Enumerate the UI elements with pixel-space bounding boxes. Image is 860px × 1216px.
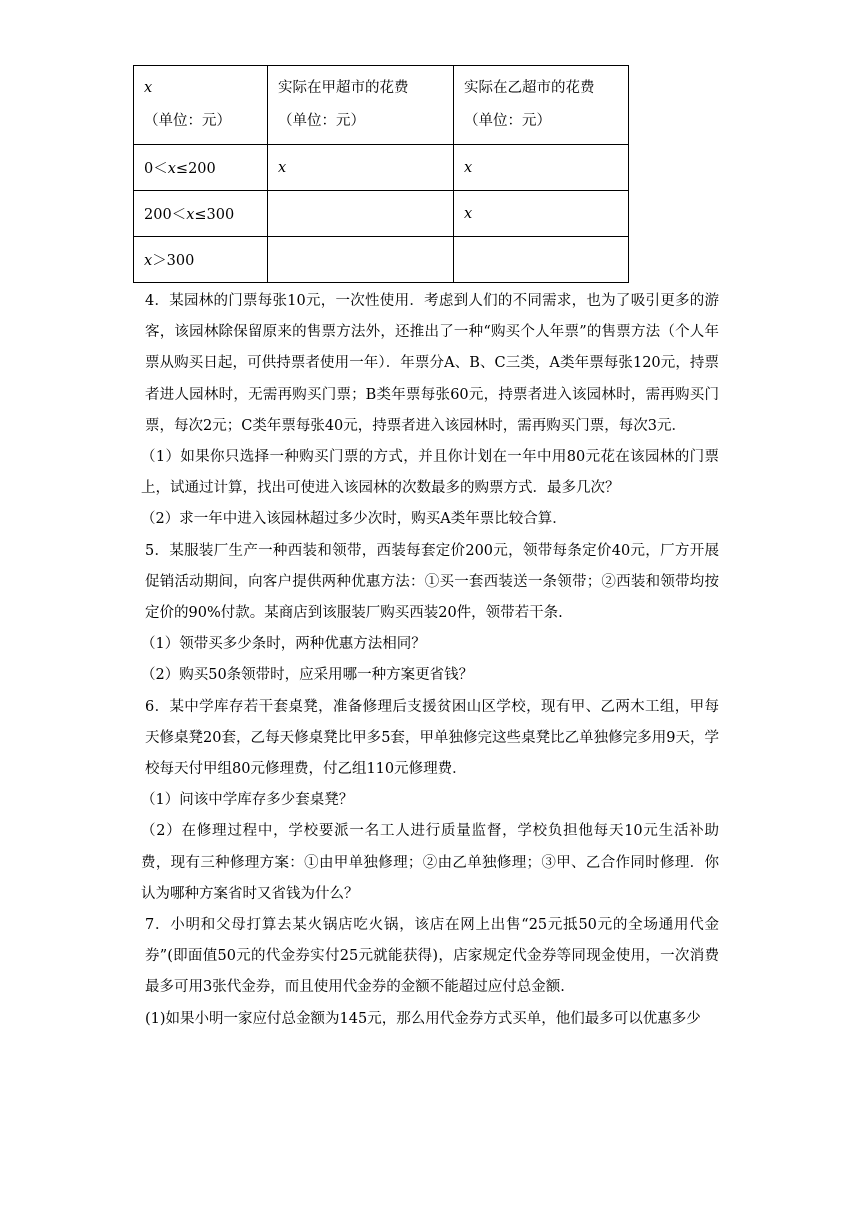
problem-5-part-1: （1）领带买多少条时，两种优惠方法相同？	[141, 636, 426, 653]
yi-cell: x	[454, 145, 629, 191]
yi-cell: x	[454, 191, 629, 237]
jia-cell	[268, 191, 454, 237]
header-cell-yi	[454, 66, 629, 145]
header-cell-x	[134, 66, 268, 145]
problem-6-part-2: （2）在修理过程中，学校要派一名工人进行质量监督，学校负担他每天10元生活补助费，现有三种修理方案：①由甲单独修理；②由乙单独修理；③甲、乙合作同时修理．你认为哪种方案省时又省钱为什么？	[141, 823, 719, 902]
table-row	[134, 191, 629, 237]
problem-7-part-1: (1)如果小明一家应付总金额为145元，那么用代金券方式买单，他们最多可以优惠多少	[145, 1010, 701, 1027]
problem-4: 4．某园林的门票每张10元，一次性使用．考虑到人们的不同需求，也为了吸引更多的游客，该园林除保留原来的售票方法外，还推出了一种“购买个人年票”的售票方法（个人年票从购买日起，可供持票者使用一年）．年票分A、B、C三类，A类年票每张120元，持票者进人园林时，无需再购买门票；B类年票每张60元，持票者进入该园林时，需再购买门票，每次2元；C类年票每张40元，持票者进入该园林时，需再购买门票，每次3元．	[145, 293, 719, 434]
price-table	[133, 65, 629, 283]
header-unit: （单位：元）	[144, 113, 231, 129]
problem-7: 7．小明和父母打算去某火锅店吃火锅，该店在网上出售“25元抵50元的全场通用代金券”(即面值50元的代金券实付25元就能获得)，店家规定代金券等同现金使用，一次消费最多可用3张代金券，而且使用代金券的金额不能超过应付总金额.	[145, 917, 719, 996]
problem-5: 5．某服装厂生产一种西装和领带，西装每套定价200元，领带每条定价40元，厂方开展促销活动期间，向客户提供两种优惠方法：①买一套西装送一条领带；②西装和领带均按定价的90%付款。某商店到该服装厂购买西装20件，领带若干条.	[145, 542, 719, 622]
range-var: x	[167, 161, 176, 177]
range-post: ＞300	[152, 253, 195, 269]
problem-4-part-2: （2）求一年中进入该园林超过多少次时，购买A类年票比较合算．	[141, 511, 567, 528]
range-cell	[134, 237, 268, 283]
problem-5-part-2: （2）购买50条领带时，应采用哪一种方案更省钱？	[141, 667, 474, 684]
table-header-row	[134, 66, 629, 145]
problem-4-part-1: （1）如果你只选择一种购买门票的方式，并且你计划在一年中用80元花在该园林的门票上，试通过计算，找出可使进入该园林的次数最多的购票方式．最多几次？	[141, 449, 719, 497]
header-title: 实际在甲超市的花费	[278, 80, 409, 96]
header-cell-jia	[268, 66, 454, 145]
range-post: ≤300	[194, 207, 235, 223]
range-var: x	[186, 207, 195, 223]
header-unit: （单位：元）	[464, 113, 551, 129]
problem-6: 6．某中学库存若干套桌凳，准备修理后支援贫困山区学校，现有甲、乙两木工组，甲每天修桌凳20套，乙每天修桌凳比甲多5套，甲单独修完这些桌凳比乙单独修完多用9天，学校每天付甲组80元修理费，付乙组110元修理费．	[145, 698, 719, 778]
problem-6-part-1: （1）问该中学库存多少套桌凳？	[141, 792, 354, 809]
range-cell	[134, 145, 268, 191]
range-cell	[134, 191, 268, 237]
jia-cell	[268, 237, 454, 283]
table-row	[134, 145, 629, 191]
header-var: x	[144, 80, 153, 96]
problem-text	[141, 286, 719, 1035]
header-title: 实际在乙超市的花费	[464, 80, 595, 96]
table-row	[134, 237, 629, 283]
range-post: ≤200	[175, 161, 216, 177]
range-pre: 0＜	[144, 161, 168, 177]
range-pre: 200＜	[144, 207, 187, 223]
jia-cell: x	[268, 145, 454, 191]
yi-cell	[454, 237, 629, 283]
range-var: x	[144, 253, 153, 269]
header-unit: （单位：元）	[278, 113, 365, 129]
